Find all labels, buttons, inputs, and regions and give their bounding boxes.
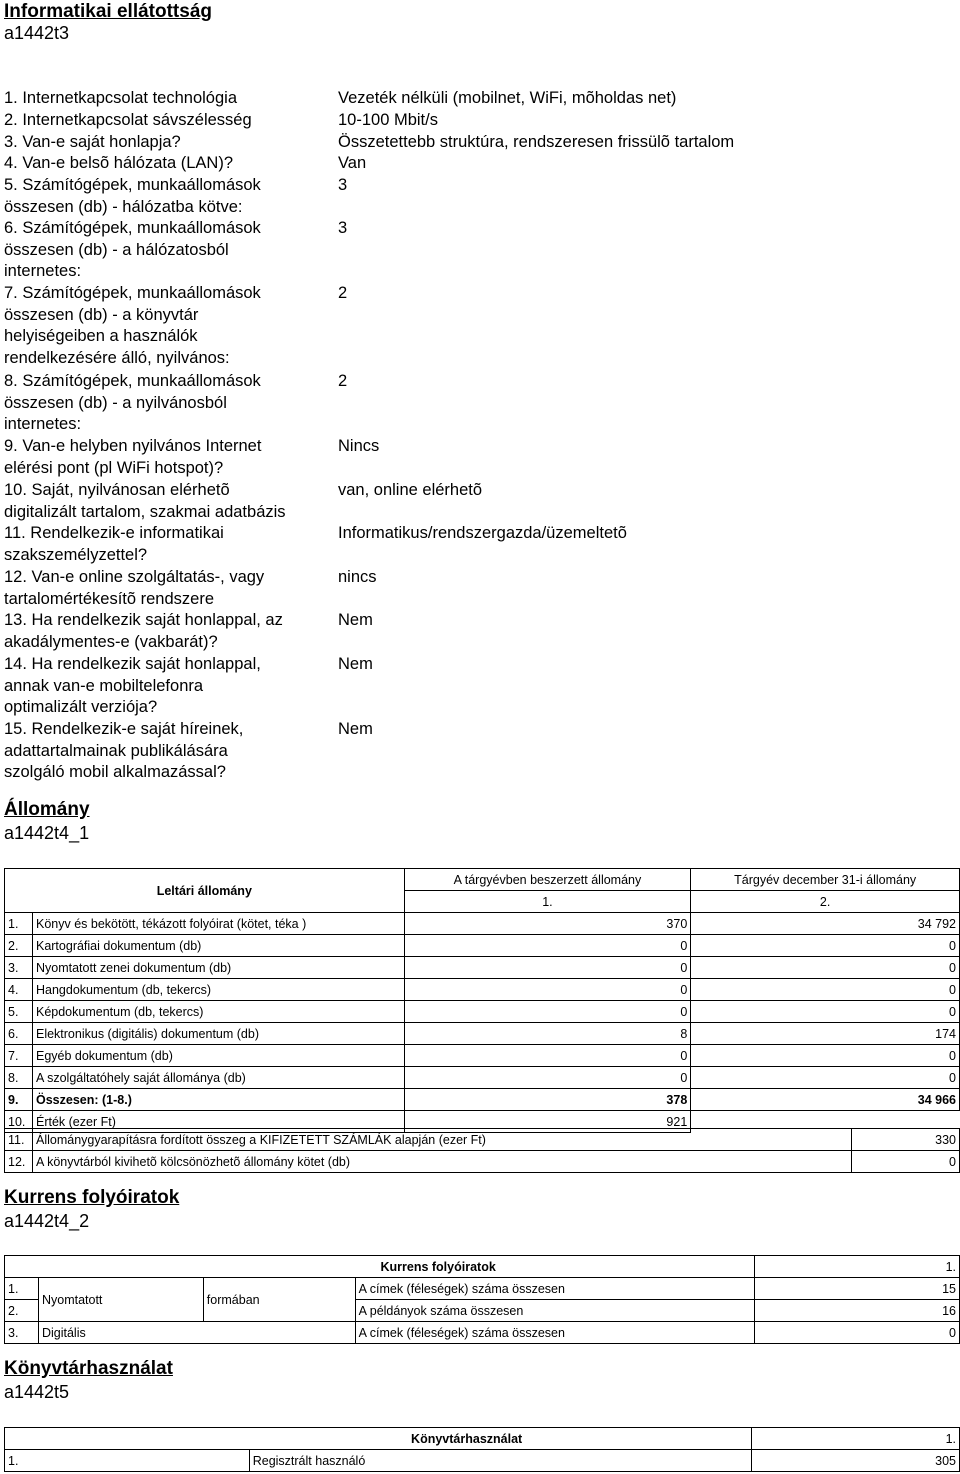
cell-value: 0 (404, 957, 691, 979)
cell-value: 0 (404, 1001, 691, 1023)
row-label: A példányok száma összesen (355, 1300, 755, 1322)
kurrens-table (4, 1255, 960, 1344)
answer: 10-100 Mbit/s (338, 111, 438, 129)
column-number: 1. (752, 1428, 960, 1450)
question: 14. Ha rendelkezik saját honlappal, annak van-e mobiltelefonra optimalizált verziója? (4, 655, 261, 717)
row-label: Kartográfiai dokumentum (db) (32, 935, 404, 957)
answer: Vezeték nélküli (mobilnet, WiFi, mõholdas net) (338, 89, 677, 107)
cell-value: 330 (852, 1129, 960, 1151)
row-label: Regisztrált használó (249, 1450, 752, 1472)
allomany-table (4, 868, 960, 1133)
section-code: a1442t4_1 (4, 823, 90, 843)
question: 7. Számítógépek, munkaállomások összesen (db) - a könyvtár helyiségeiben a használók rendelkezésére álló, nyilvános: (4, 284, 261, 367)
cell-value: 0 (691, 935, 960, 957)
cell-value: 0 (691, 1045, 960, 1067)
table-row (5, 1001, 960, 1023)
table-row-total (5, 1089, 960, 1111)
cell-value: 8 (404, 1023, 691, 1045)
cell-value: 305 (752, 1450, 960, 1472)
row-number: 2. (5, 1300, 39, 1322)
row-number: 2. (5, 935, 33, 957)
cell-value: 34 966 (691, 1089, 960, 1111)
table-row (5, 1450, 960, 1472)
cell-value: 370 (404, 913, 691, 935)
cell-value: 0 (404, 935, 691, 957)
question: 2. Internetkapcsolat sávszélesség (4, 111, 252, 129)
row-number: 4. (5, 979, 33, 1001)
row-label: Képdokumentum (db, tekercs) (32, 1001, 404, 1023)
answer: Nincs (338, 437, 380, 455)
answer: 3 (338, 176, 348, 194)
row-label: Érték (ezer Ft) (32, 1111, 404, 1133)
group-label: Digitális (38, 1322, 355, 1344)
cell-value: 0 (852, 1151, 960, 1173)
cell-value: 378 (404, 1089, 691, 1111)
question: 5. Számítógépek, munkaállomások összesen (db) - hálózatba kötve: (4, 176, 261, 216)
answer: Informatikus/rendszergazda/üzemeltetõ (338, 524, 627, 542)
question: 11. Rendelkezik-e informatikai szakszemélyzettel? (4, 524, 224, 564)
row-label: A címek (féleségek) száma összesen (355, 1278, 755, 1300)
row-label: Összesen: (1-8.) (32, 1089, 404, 1111)
table-row (5, 913, 960, 935)
row-number: 1. (5, 913, 33, 935)
cell-value: 34 792 (691, 913, 960, 935)
section-title-allomany: Állomány (4, 799, 90, 820)
question: 4. Van-e belsõ hálózata (LAN)? (4, 154, 233, 172)
question: 9. Van-e helyben nyilvános Internet elérési pont (pl WiFi hotspot)? (4, 437, 262, 477)
group-label: Nyomtatott (38, 1278, 203, 1322)
section-code: a1442t5 (4, 1382, 70, 1402)
cell-value: 921 (404, 1111, 691, 1133)
table-row (5, 1045, 960, 1067)
row-label: A címek (féleségek) száma összesen (355, 1322, 755, 1344)
table-row (5, 935, 960, 957)
table-row (5, 1067, 960, 1089)
row-number: 5. (5, 1001, 33, 1023)
cell-value: 16 (755, 1300, 960, 1322)
answer: Nem (338, 720, 373, 738)
question: 13. Ha rendelkezik saját honlappal, az akadálymentes-e (vakbarát)? (4, 611, 283, 651)
row-label: A könyvtárból kivihetõ kölcsönözhetõ állomány kötet (db) (32, 1151, 851, 1173)
row-number: 3. (5, 1322, 39, 1344)
table-row (5, 979, 960, 1001)
table-head-label: Könyvtárhasználat (5, 1428, 752, 1450)
section-code: a1442t3 (4, 23, 70, 43)
section-code: a1442t4_2 (4, 1211, 90, 1231)
question: 1. Internetkapcsolat technológia (4, 89, 237, 107)
answer: 2 (338, 372, 348, 390)
answer: van, online elérhetõ (338, 481, 483, 499)
table-row (5, 1129, 960, 1151)
allomany-extra-table (4, 1128, 960, 1173)
table-head-label: Kurrens folyóiratok (5, 1256, 755, 1278)
cell-value: 0 (691, 1067, 960, 1089)
row-number: 6. (5, 1023, 33, 1045)
cell-value: 0 (691, 957, 960, 979)
row-number: 12. (5, 1151, 33, 1173)
answer: Nem (338, 611, 373, 629)
question: 12. Van-e online szolgáltatás-, vagy tartalomértékesítõ rendszere (4, 568, 265, 608)
column-number: 2. (691, 891, 960, 913)
answer: Nem (338, 655, 373, 673)
row-label: A szolgáltatóhely saját állománya (db) (32, 1067, 404, 1089)
row-label: Egyéb dokumentum (db) (32, 1045, 404, 1067)
question: 10. Saját, nyilvánosan elérhetõ digitalizált tartalom, szakmai adatbázis (4, 481, 286, 521)
row-number: 1. (5, 1278, 39, 1300)
row-label: Könyv és bekötött, tékázott folyóirat (kötet, téka ) (32, 913, 404, 935)
cell-value: 0 (404, 1067, 691, 1089)
row-number: 11. (5, 1129, 33, 1151)
row-number: 3. (5, 957, 33, 979)
cell-value: 0 (404, 1045, 691, 1067)
question: 8. Számítógépek, munkaállomások összesen (db) - a nyilvánosból internetes: (4, 372, 261, 434)
table-head-label: Leltári állomány (5, 869, 405, 913)
table-row (5, 1023, 960, 1045)
row-number: 9. (5, 1089, 33, 1111)
cell-value: 0 (691, 1001, 960, 1023)
question: 6. Számítógépek, munkaállomások összesen (db) - a hálózatosból internetes: (4, 219, 261, 281)
table-row (5, 1278, 960, 1300)
table-row (5, 1322, 960, 1344)
row-label: Nyomtatott zenei dokumentum (db) (32, 957, 404, 979)
answer: 3 (338, 219, 348, 237)
column-number: 1. (755, 1256, 960, 1278)
column-header: A tárgyévben beszerzett állomány (404, 869, 691, 891)
row-number: 7. (5, 1045, 33, 1067)
row-label: Hangdokumentum (db, tekercs) (32, 979, 404, 1001)
question: 3. Van-e saját honlapja? (4, 133, 181, 151)
konyvtarhasznalat-table (4, 1427, 960, 1472)
cell-value: 0 (755, 1322, 960, 1344)
row-number: 1. (5, 1450, 250, 1472)
question: 15. Rendelkezik-e saját híreinek, adattartalmainak publikálására szolgáló mobil alkalmazással? (4, 720, 244, 782)
section-title-informatikai: Informatikai ellátottság (4, 1, 212, 22)
group-label: formában (203, 1278, 355, 1322)
answer: nincs (338, 568, 377, 586)
answer: Van (338, 154, 367, 172)
cell-value: 174 (691, 1023, 960, 1045)
row-label: Elektronikus (digitális) dokumentum (db) (32, 1023, 404, 1045)
cell-value: 0 (404, 979, 691, 1001)
cell-value: 15 (755, 1278, 960, 1300)
row-number: 10. (5, 1111, 33, 1133)
cell-value: 0 (691, 979, 960, 1001)
table-row (5, 957, 960, 979)
row-number: 8. (5, 1067, 33, 1089)
answer: Összetettebb struktúra, rendszeresen frissülõ tartalom (338, 133, 735, 151)
section-title-konyvtarhasznalat: Könyvtárhasználat (4, 1358, 173, 1379)
table-row (5, 1151, 960, 1173)
answer: 2 (338, 284, 348, 302)
column-header: Tárgyév december 31-i állomány (691, 869, 960, 891)
section-title-kurrens: Kurrens folyóiratok (4, 1187, 180, 1208)
row-label: Állománygyarapításra fordított összeg a KIFIZETETT SZÁMLÁK alapján (ezer Ft) (32, 1129, 851, 1151)
column-number: 1. (404, 891, 691, 913)
